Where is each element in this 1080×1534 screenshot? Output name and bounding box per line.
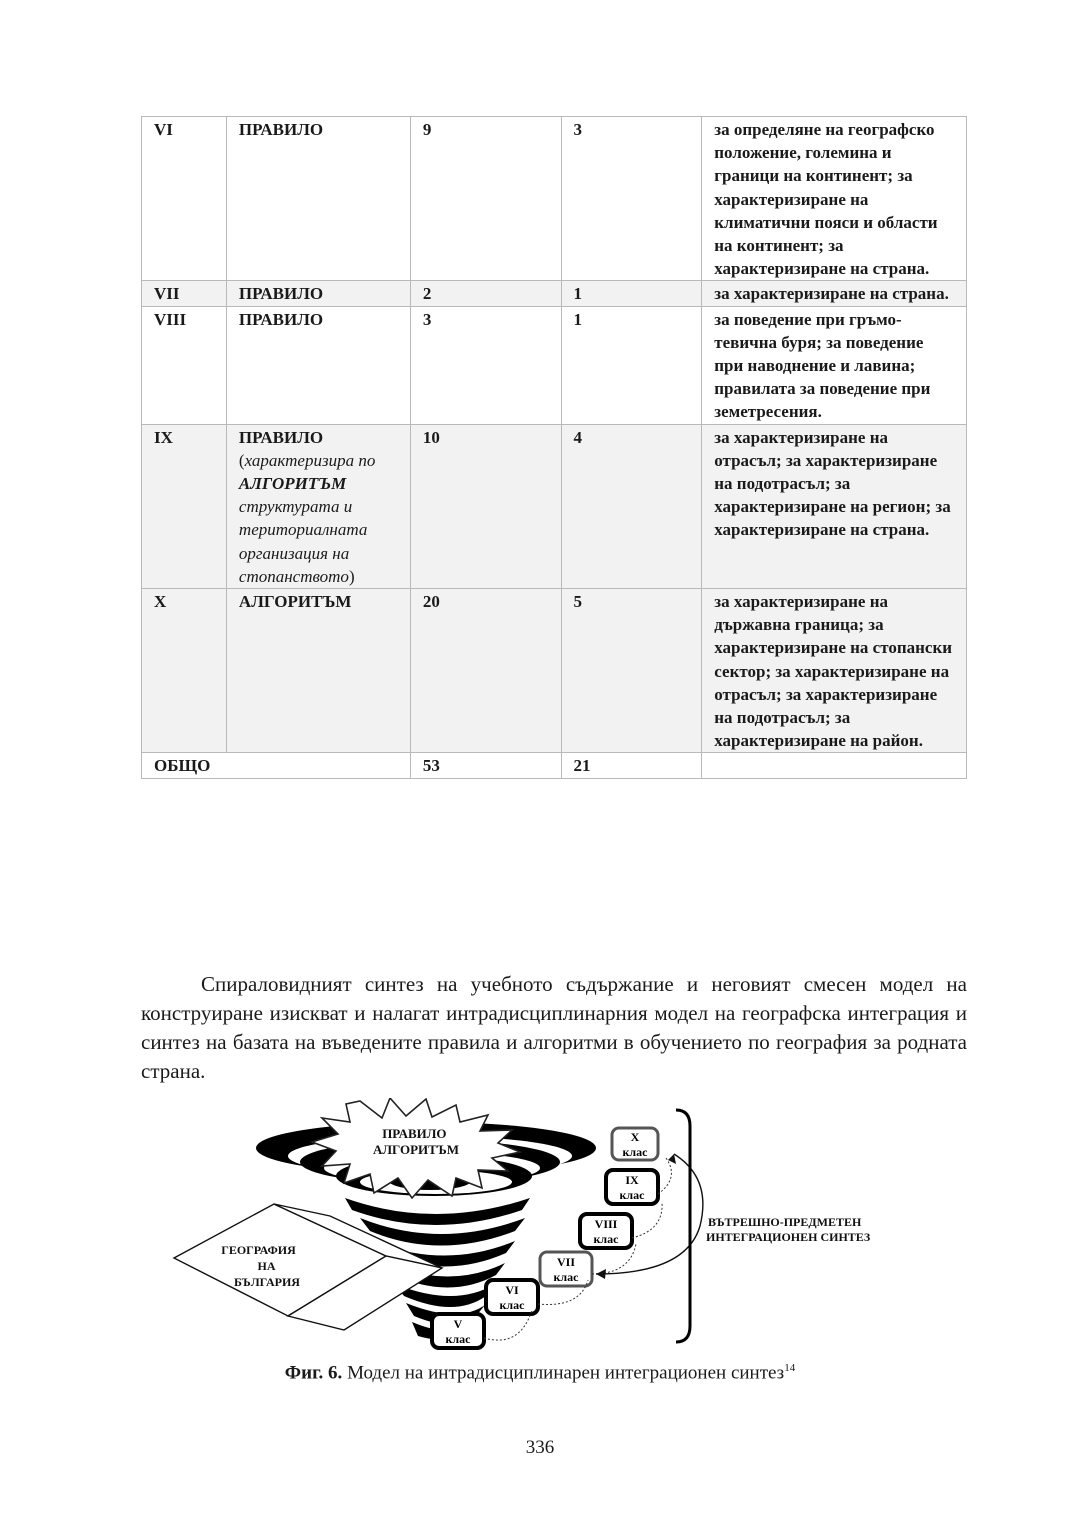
count-cell: 20 bbox=[410, 589, 561, 753]
box-line-3: БЪЛГАРИЯ bbox=[234, 1275, 300, 1289]
count-cell: 3 bbox=[561, 117, 702, 281]
type-cell: АЛГОРИТЪМ bbox=[226, 589, 410, 753]
burst-line-1: ПРАВИЛО bbox=[382, 1126, 447, 1141]
spiral-figure bbox=[160, 1098, 960, 1360]
svg-text:V: V bbox=[453, 1317, 463, 1331]
svg-text:IX: IX bbox=[625, 1173, 639, 1187]
count-cell: 3 bbox=[410, 306, 561, 424]
svg-text:X: X bbox=[630, 1130, 640, 1144]
svg-text:клас: клас bbox=[619, 1188, 645, 1202]
svg-text:клас: клас bbox=[553, 1270, 579, 1284]
type-cell bbox=[226, 424, 410, 588]
note-algorithm: АЛГОРИТЪМ bbox=[238, 474, 347, 494]
caption-text: Модел на интрадисциплинарен интеграционен синтез bbox=[342, 1362, 785, 1384]
svg-text:VIII: VIII bbox=[594, 1217, 618, 1231]
description-cell: за определяне на географско положение, големина и граници на континент; за характеризиране на климатични пояси и области на континент; за характеризиране на страна. bbox=[702, 117, 967, 281]
class-box-vii bbox=[540, 1252, 592, 1286]
count-cell: 4 bbox=[561, 424, 702, 588]
bracket-line-1: ВЪТРЕШНО-ПРЕДМЕТЕН bbox=[708, 1215, 862, 1229]
bracket-line-2: ИНТЕГРАЦИОНЕН СИНТЕЗ bbox=[706, 1230, 871, 1244]
type-cell: ПРАВИЛО bbox=[226, 306, 410, 424]
page-number: 336 bbox=[525, 1437, 555, 1458]
table-row bbox=[142, 424, 967, 588]
caption-ref: 14 bbox=[784, 1362, 796, 1374]
description-cell: за характеризиране на страна. bbox=[702, 281, 967, 306]
note-text-c: структурата и териториалната организация на стопанството bbox=[238, 497, 368, 586]
note-close: ) bbox=[348, 566, 355, 586]
type-label: ПРАВИЛО bbox=[238, 427, 324, 447]
count-cell: 2 bbox=[410, 281, 561, 306]
total-row bbox=[142, 753, 967, 778]
grade-cell: VII bbox=[142, 281, 227, 306]
svg-text:ВЪТРЕШНО-ПРЕДМЕТЕН ИНТЕГРА bbox=[706, 1215, 870, 1244]
count-cell: 1 bbox=[561, 306, 702, 424]
caption-label: Фиг. 6. bbox=[284, 1362, 343, 1384]
description-cell: за характеризиране на отрасъл; за характеризиране на подотрасъл; за характеризиране на регион; за характеризиране на страна. bbox=[702, 424, 967, 588]
total-n2: 21 bbox=[561, 753, 702, 778]
paragraph-text: Спираловидният синтез на учебното съдържание и неговият смесен модел на конструиране изискват и налагат интрадисциплинарния модел на географска интеграция и синтез на базата на въведените правила и алгоритми в обучението по география за родната страна. bbox=[141, 972, 967, 1083]
total-n1: 53 bbox=[410, 753, 561, 778]
description-cell: за поведение при гръмо-тевична буря; за поведение при наводнение и лавина; правилата за поведение при земетресения. bbox=[702, 306, 967, 424]
table-row bbox=[142, 589, 967, 753]
grade-cell: VI bbox=[142, 117, 227, 281]
svg-text:VI: VI bbox=[505, 1283, 519, 1297]
class-box-ix bbox=[606, 1170, 658, 1204]
description-cell: за характеризиране на държавна граница; за характеризиране на стопански сектор; за характеризиране на отрасъл; за характеризиране на подотрасъл; за характеризиране на район. bbox=[702, 589, 967, 753]
rules-table bbox=[141, 116, 967, 779]
geography-box bbox=[174, 1204, 442, 1330]
class-box-viii bbox=[580, 1214, 632, 1248]
svg-text:клас: клас bbox=[445, 1332, 471, 1346]
count-cell: 9 bbox=[410, 117, 561, 281]
svg-text:клас: клас bbox=[499, 1298, 525, 1312]
class-box-x bbox=[612, 1128, 658, 1160]
type-cell: ПРАВИЛО bbox=[226, 117, 410, 281]
svg-text:ПРАВИЛО АЛГОРИТЪМ bbox=[373, 1126, 459, 1157]
box-line-2: НА bbox=[257, 1259, 276, 1273]
count-cell: 5 bbox=[561, 589, 702, 753]
table-row bbox=[142, 117, 967, 281]
svg-text:клас: клас bbox=[622, 1145, 648, 1159]
note-text-a: характеризира по bbox=[244, 450, 376, 470]
total-empty bbox=[702, 753, 967, 778]
total-label: ОБЩО bbox=[142, 753, 411, 778]
class-box-v bbox=[432, 1314, 484, 1348]
bracket bbox=[676, 1110, 690, 1342]
body-paragraph bbox=[141, 970, 967, 1086]
box-line-1: ГЕОГРАФИЯ bbox=[221, 1243, 296, 1257]
burst-line-2: АЛГОРИТЪМ bbox=[372, 1142, 460, 1157]
count-cell: 1 bbox=[561, 281, 702, 306]
table-row bbox=[142, 306, 967, 424]
class-box-vi bbox=[486, 1280, 538, 1314]
count-cell: 10 bbox=[410, 424, 561, 588]
grade-cell: VIII bbox=[142, 306, 227, 424]
type-cell: ПРАВИЛО bbox=[226, 281, 410, 306]
grade-cell: IX bbox=[142, 424, 227, 588]
table-row bbox=[142, 281, 967, 306]
figure-caption bbox=[0, 1362, 1080, 1384]
svg-text:VII: VII bbox=[556, 1255, 576, 1269]
note-open: ( bbox=[238, 450, 245, 470]
svg-text:клас: клас bbox=[593, 1232, 619, 1246]
grade-cell: X bbox=[142, 589, 227, 753]
